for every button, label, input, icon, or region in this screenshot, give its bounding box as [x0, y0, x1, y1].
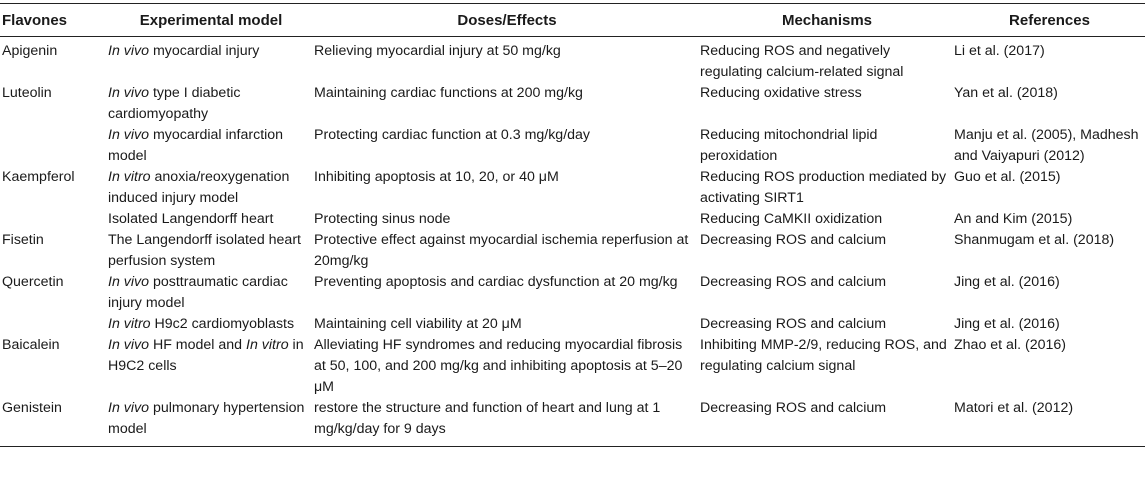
cell-flavone: Baicalein	[2, 337, 60, 353]
cell-doses: Inhibiting apoptosis at 10, 20, or 40 μM	[314, 169, 559, 185]
model-italic: In vitro	[108, 316, 151, 332]
table-header	[0, 4, 1145, 37]
cell-mechanism: Reducing ROS production mediated by activating SIRT1	[700, 169, 947, 206]
cell-reference: Guo et al. (2015)	[954, 169, 1061, 185]
cell-flavone: Genistein	[0, 398, 108, 447]
cell-mechanism: Decreasing ROS and calcium	[700, 274, 887, 290]
cell-model	[108, 209, 314, 230]
model-text: pulmonary hypertension model	[108, 400, 305, 437]
cell-doses: Protective effect against myocardial ischemia reperfusion at 20mg/kg	[314, 232, 689, 269]
cell-reference: Shanmugam et al. (2018)	[954, 232, 1115, 248]
cell-reference: Manju et al. (2005), Madhesh and Vaiyapuri (2012)	[954, 127, 1139, 164]
model-text: H9c2 cardiomyoblasts	[150, 316, 295, 332]
cell-mechanism: Inhibiting MMP-2/9, reducing ROS, and regulating calcium signal	[700, 337, 947, 374]
cell-doses: Relieving myocardial injury at 50 mg/kg	[314, 43, 561, 59]
cell-doses: Maintaining cardiac functions at 200 mg/kg	[314, 85, 583, 101]
table-row	[0, 167, 1145, 209]
model-text: Isolated Langendorff heart	[108, 211, 274, 227]
table-row	[0, 125, 1145, 167]
cell-model	[108, 167, 314, 209]
model-text: posttraumatic cardiac injury model	[108, 274, 288, 311]
cell-reference: Jing et al. (2016)	[954, 316, 1060, 332]
model-italic: In vivo	[108, 85, 150, 101]
table-row	[0, 335, 1145, 398]
table-row	[0, 83, 1145, 125]
model-text: HF model and	[149, 337, 247, 353]
model-text-2: in H9C2 cells	[108, 337, 304, 374]
cell-model	[108, 230, 314, 272]
model-text: anoxia/reoxygenation induced injury model	[108, 169, 290, 206]
model-italic-2: In vitro	[246, 337, 289, 353]
cell-model	[108, 314, 314, 335]
cell-flavone: Apigenin	[2, 43, 58, 59]
cell-model	[108, 398, 314, 447]
cell-reference: Matori et al. (2012)	[954, 398, 1145, 447]
table-row	[0, 272, 1145, 314]
model-italic: In vitro	[108, 169, 151, 185]
header-experimental-model: Experimental model	[108, 4, 314, 37]
cell-mechanism: Decreasing ROS and calcium	[700, 316, 887, 332]
cell-model	[108, 125, 314, 167]
model-text: The Langendorff isolated heart perfusion system	[108, 232, 301, 269]
table-row	[0, 398, 1145, 447]
cell-doses: Alleviating HF syndromes and reducing myocardial fibrosis at 50, 100, and 200 mg/kg and inhibiting apoptosis at 5–20 μM	[314, 337, 683, 395]
table-row	[0, 209, 1145, 230]
model-text: myocardial injury	[149, 43, 260, 59]
cell-doses: Preventing apoptosis and cardiac dysfunction at 20 mg/kg	[314, 274, 678, 290]
header-mechanisms: Mechanisms	[700, 4, 954, 37]
cell-model	[108, 272, 314, 314]
header-doses-effects: Doses/Effects	[314, 4, 700, 37]
cell-reference: Yan et al. (2018)	[954, 85, 1058, 101]
cell-flavone	[0, 209, 108, 230]
cell-mechanism: Reducing mitochondrial lipid peroxidation	[700, 127, 878, 164]
cell-flavone: Kaempferol	[2, 169, 75, 185]
model-text: myocardial infarction model	[108, 127, 284, 164]
cell-doses: restore the structure and function of heart and lung at 1 mg/kg/day for 9 days	[314, 398, 700, 447]
cell-mechanism: Decreasing ROS and calcium	[700, 232, 887, 248]
header-row	[0, 4, 1145, 37]
table-body	[0, 37, 1145, 447]
model-italic: In vivo	[108, 127, 150, 143]
cell-model	[108, 83, 314, 125]
model-italic: In vivo	[108, 400, 150, 416]
model-italic: In vivo	[108, 43, 150, 59]
cell-flavone	[0, 314, 108, 335]
flavones-table	[0, 3, 1145, 447]
header-references: References	[954, 4, 1145, 37]
cell-model	[108, 335, 314, 398]
cell-flavone: Luteolin	[2, 85, 52, 101]
cell-flavone	[0, 125, 108, 167]
cell-reference: Jing et al. (2016)	[954, 274, 1060, 290]
cell-mechanism: Reducing ROS and negatively regulating calcium-related signal	[700, 43, 904, 80]
table-row	[0, 230, 1145, 272]
model-italic: In vivo	[108, 337, 150, 353]
cell-doses: Protecting cardiac function at 0.3 mg/kg/day	[314, 127, 591, 143]
model-italic: In vivo	[108, 274, 150, 290]
header-flavones: Flavones	[0, 4, 108, 37]
cell-model	[108, 37, 314, 84]
table-row	[0, 314, 1145, 335]
cell-flavone: Quercetin	[2, 274, 64, 290]
cell-reference: Zhao et al. (2016)	[954, 337, 1066, 353]
cell-doses: Protecting sinus node	[314, 211, 451, 227]
cell-flavone: Fisetin	[2, 232, 44, 248]
cell-doses: Maintaining cell viability at 20 μM	[314, 316, 522, 332]
table-row	[0, 37, 1145, 84]
cell-reference: An and Kim (2015)	[954, 211, 1073, 227]
cell-mechanism: Decreasing ROS and calcium	[700, 398, 954, 447]
cell-mechanism: Reducing CaMKII oxidization	[700, 211, 883, 227]
model-text: type I diabetic cardiomyopathy	[108, 85, 241, 122]
cell-reference: Li et al. (2017)	[954, 43, 1045, 59]
cell-mechanism: Reducing oxidative stress	[700, 85, 862, 101]
